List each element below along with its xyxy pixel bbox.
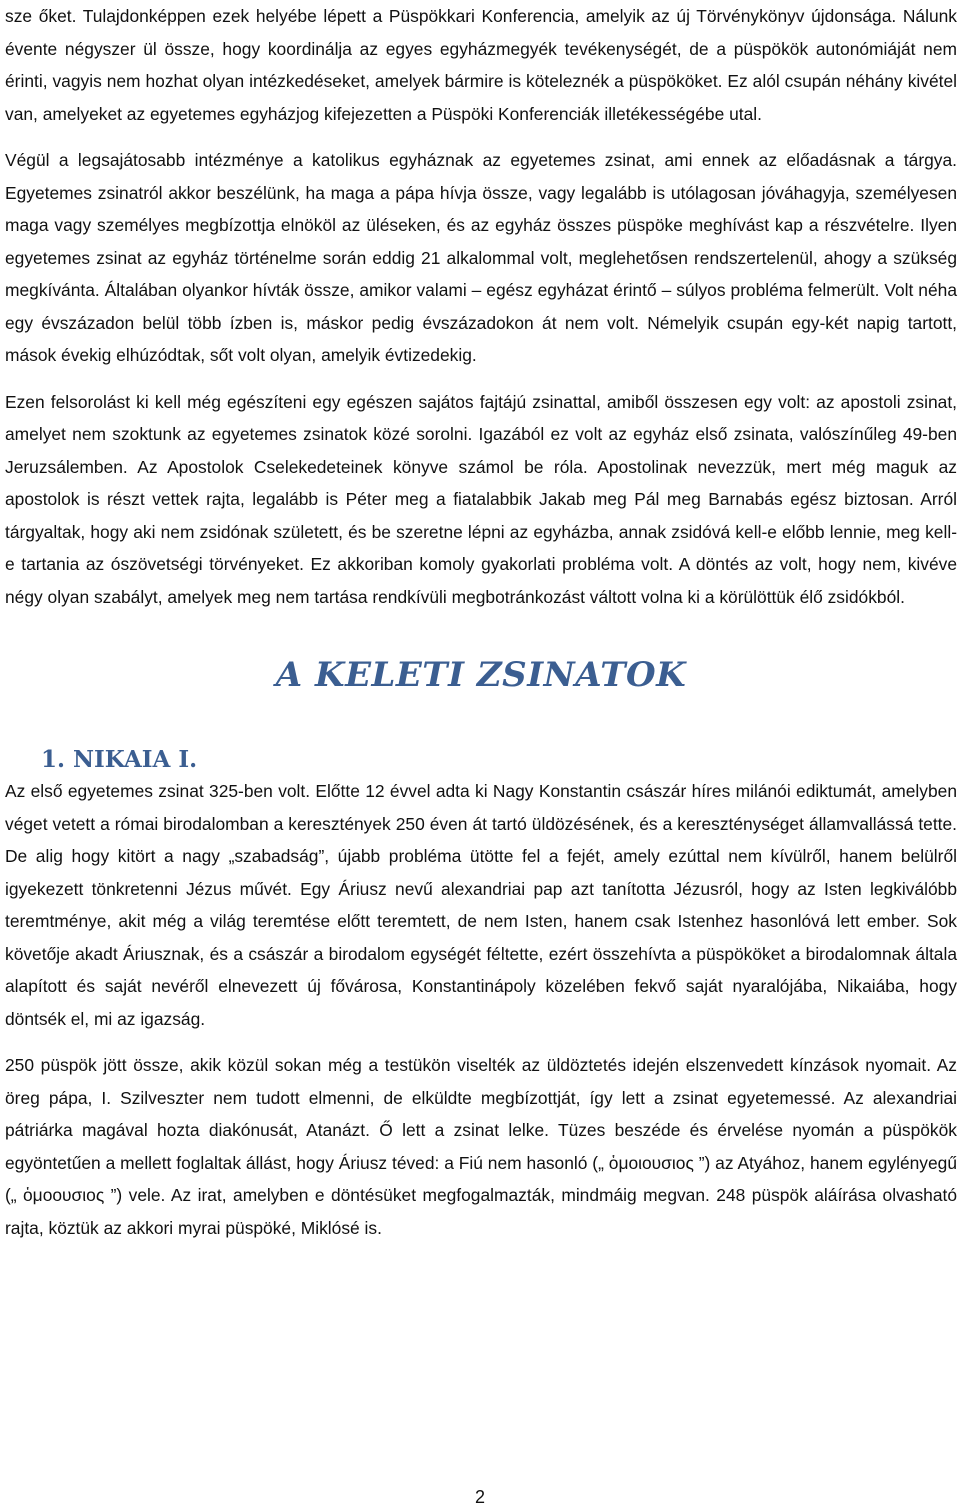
section-title: A KELETI ZSINATOK — [275, 655, 687, 695]
paragraph-nikaia-council: 250 püspök jött össze, akik közül sokan még a testükön viselték az üldöztetés idején elszenvedett kínzások nyomait. Az öreg pápa, I. Szilveszter nem tudott elmenni, de elküldte megbízottját, így lett a zsinat egyetemessé. Az alexandriai pátriárka magával hozta diakónusát, Atanázt. Ő lett a zsinat lelke. Tüzes beszéde és érvelése nyomán a püspökök egyöntetűen a mellett foglaltak állást, hogy Áriusz téved: a Fiú nem hasonló („ ὁμοιουσιος ”) az Atyához, hanem egylényegű („ ὁμοουσιος ”) vele. Az irat, amelyben e döntésüket megfogalmazták, mindmáig megvan. 248 püspök aláírása olvasható rajta, köztük az akkori myrai püspöké, Miklósé is. — [5, 1055, 957, 1238]
paragraph-puspokkari-konferencia: sze őket. Tulajdonképpen ezek helyébe lépett a Püspökkari Konferencia, amelyik az új Törvénykönyv újdonsága. Nálunk évente négyszer ül össze, hogy koordinálja az egyes egyházmegyék tevékenységét, de a püspökök autonómiáját nem érinti, vagyis nem hozhat olyan intézkedéseket, amelyek bármire is köteleznék a püspököket. Ez alól csupán néhány kivétel van, amelyeket az egyetemes egyházjog kifejezetten a Püspöki Konferenciák illetékességébe utal. — [5, 6, 957, 124]
document-page — [5, 0, 957, 1244]
paragraph-egyetemes-zsinat: Végül a legsajátosabb intézménye a katolikus egyháznak az egyetemes zsinat, ami ennek az előadásnak a tárgya. Egyetemes zsinatról akkor beszélünk, ha maga a pápa hívja össze, vagy legalább is utólagosan jóváhagyja, személyesen maga vagy személyes megbízottja elnököl az üléseken, és az egyház összes püspöke meghívást kap a részvételre. Ilyen egyetemes zsinat az egyház történelme során eddig 21 alkalommal volt, meglehetősen rendszertelenül, ahogy a szükség megkívánta. Általában olyankor hívták össze, amikor valami – egész egyházat érintő – súlyos probléma felmerült. Volt néha egy évszázadon belül több ízben is, máskor pedig évszázadokon át nem volt. Némelyik csupán egy-két napig tartott, mások évekig elhúzódtak, sőt volt olyan, amelyik évtizedekig. — [5, 150, 957, 365]
subsection-title: 1. NIKAIA I. — [41, 746, 198, 773]
page-number: 2 — [474, 1487, 485, 1507]
paragraph-apostoli-zsinat: Ezen felsorolást ki kell még egészíteni egy egészen sajátos fajtájú zsinattal, amiből összesen egy volt: az apostoli zsinat, amelyet nem szoktunk az egyetemes zsinatok közé sorolni. Igazából ez volt az egyház első zsinata, valószínűleg 49-ben Jeruzsálemben. Az Apostolok Cselekedeteinek könyve számol be róla. Apostolinak nevezzük, mert még maguk az apostolok is részt vettek rajta, legalább is Péter meg a fiatalabbik Jakab meg Pál meg Barnabás egész biztosan. Arról tárgyaltak, hogy aki nem zsidónak született, és be szeretne lépni az egyházba, annak zsidóvá kell-e előbb lennie, meg kell-e tartania az ószövetségi törvényeket. Ez akkoriban komoly gyakorlati probléma volt. A döntés az volt, hogy nem, kivéve négy olyan szabályt, amelyek meg nem tartása rendkívüli megbotránkozást váltott volna ki a körülöttük élő zsidókból. — [5, 391, 957, 607]
paragraph-nikaia-intro: Az első egyetemes zsinat 325-ben volt. Előtte 12 évvel adta ki Nagy Konstantin császár híres milánói ediktumát, amelyben véget vetett a római birodalomban a keresztények 250 éven át tartó üldözésének, és a kereszténységet államvallássá tette. De alig hogy kitört a nagy „szabadság”, újabb probléma ütötte fel a fejét, amely ezúttal nem kívülről, hanem belülről igyekezett tönkretenni Jézus művét. Egy Áriusz nevű alexandriai pap azt tanította Jézusról, hogy az Isten legkiválóbb teremtménye, akit még a világ teremtése előtt teremtett, de nem Isten, hanem csak Istenhez hasonlóvá lett ember. Sok követője akadt Áriusznak, és a császár a birodalom egységét féltette, ezért összehívta a püspököket a birodalomnak általa alapított és saját nevéről elnevezett új fővárosa, Konstantinápoly közelében fekvő saját nyaralójába, Nikaiába, hogy döntsék el, mi az igazság. — [5, 781, 957, 1029]
